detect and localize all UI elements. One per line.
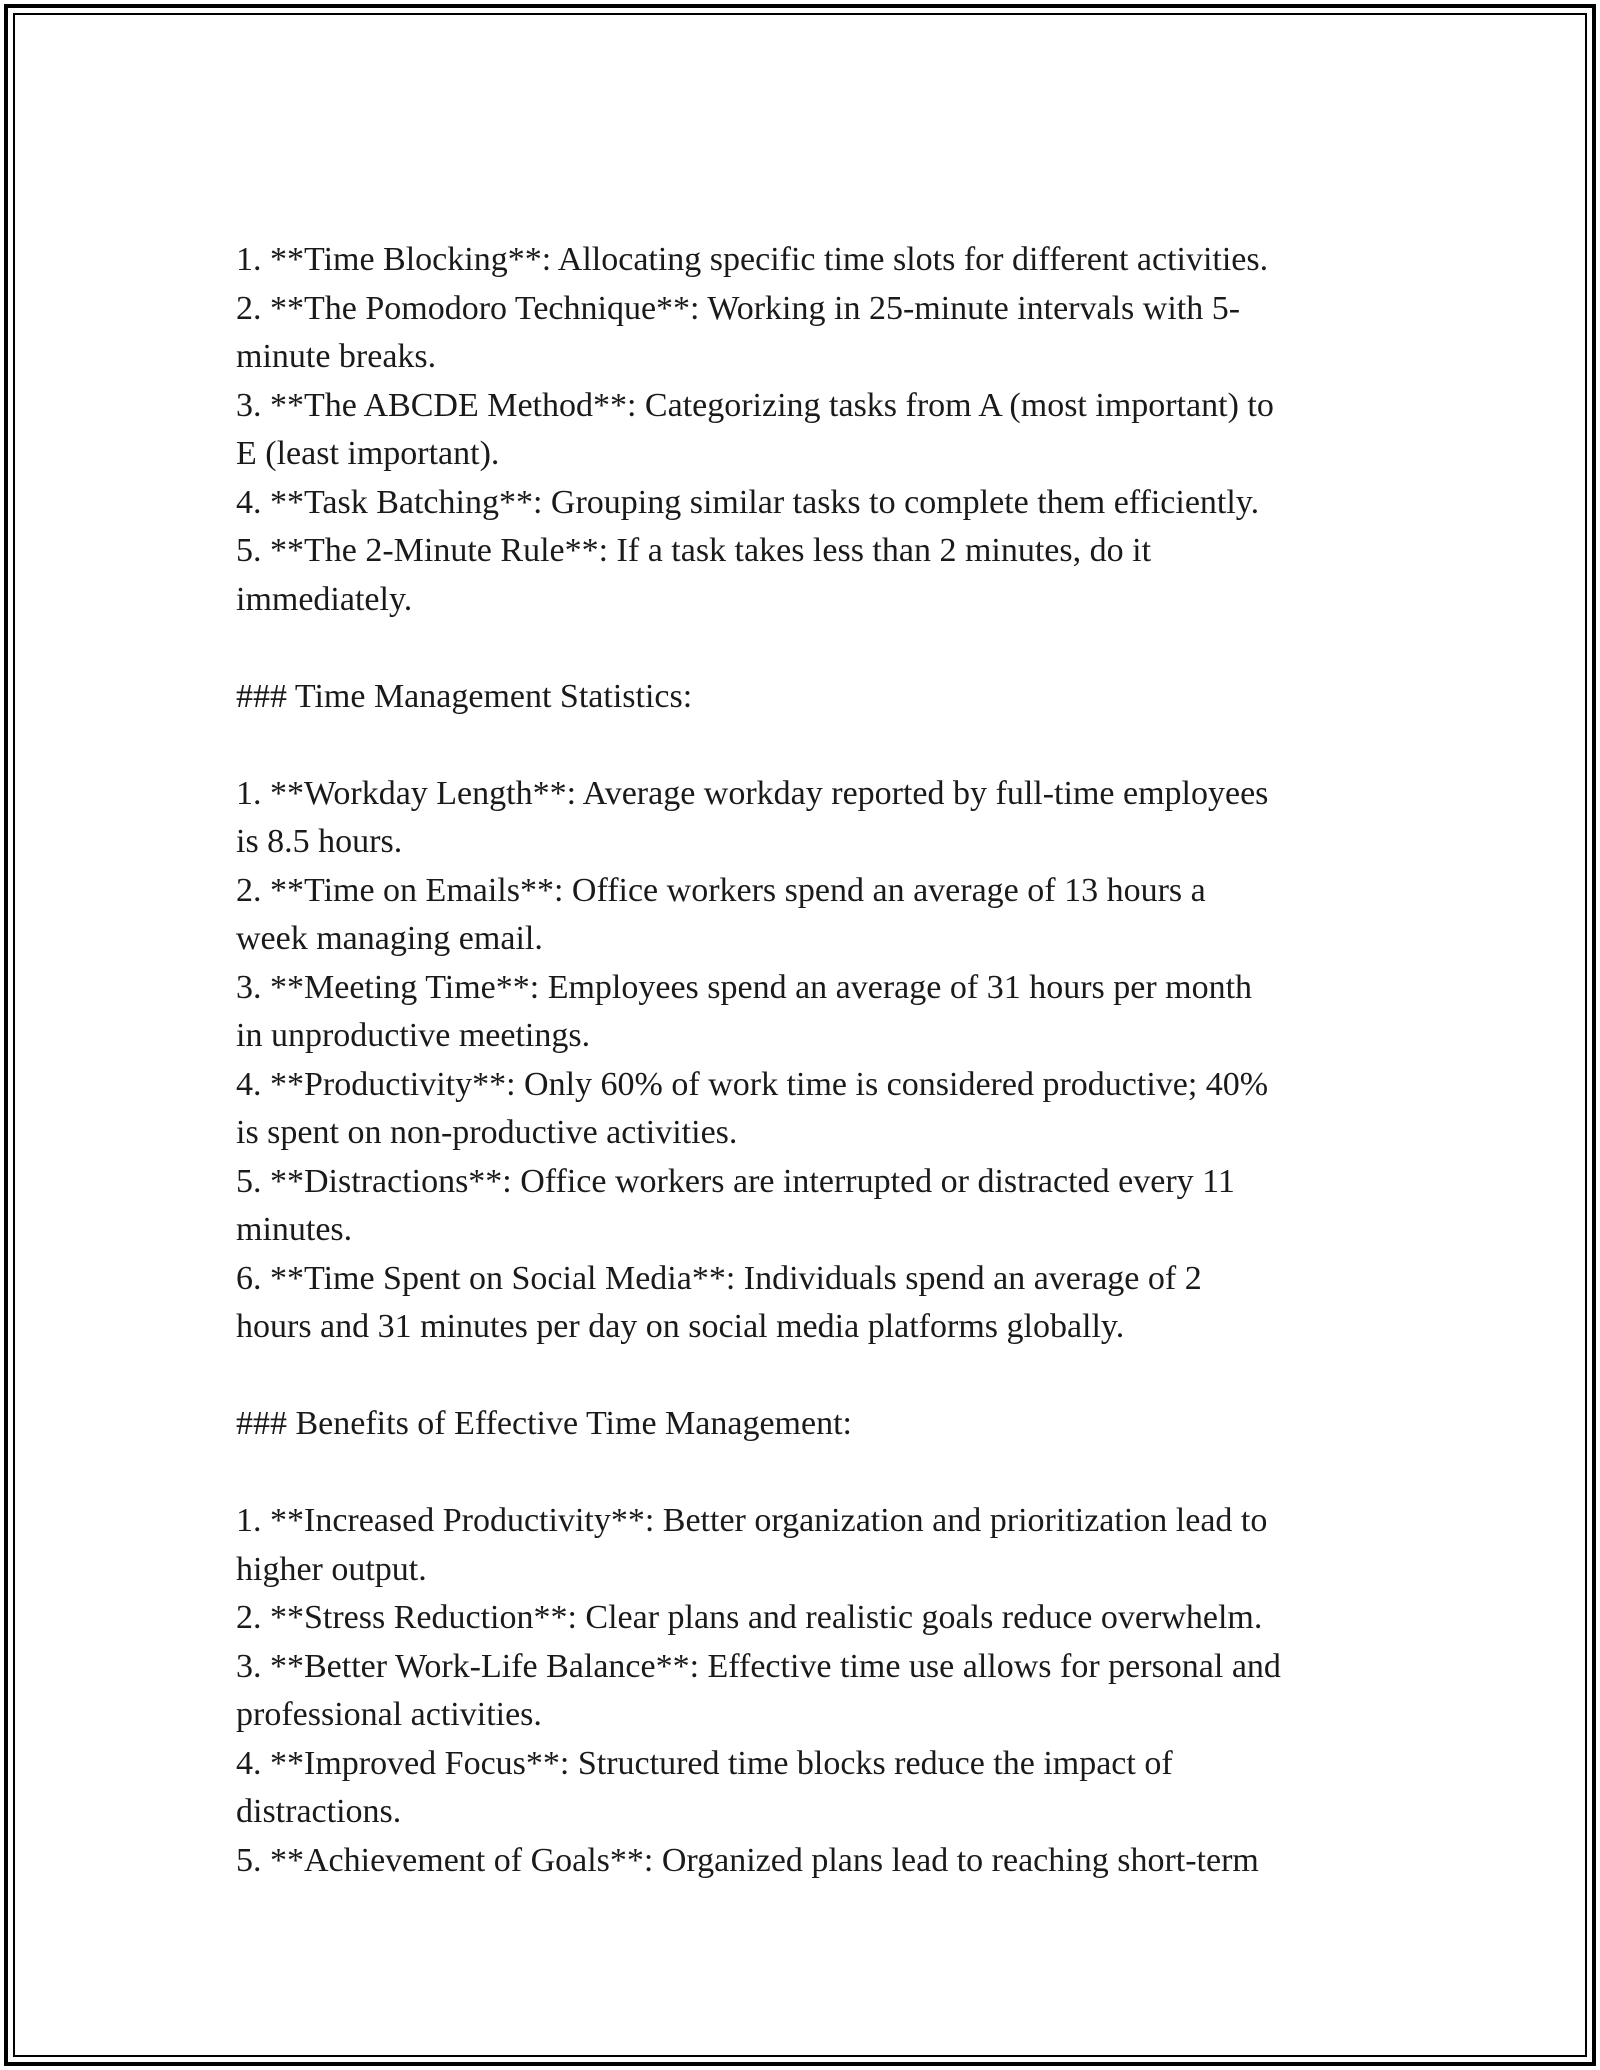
blank-line bbox=[236, 1352, 1366, 1401]
list-item bbox=[236, 1061, 1366, 1158]
text-line: minutes. bbox=[236, 1211, 353, 1248]
blank-line bbox=[236, 624, 1366, 673]
text-line: 2. **Stress Reduction**: Clear plans and realistic goals reduce overwhelm. bbox=[236, 1599, 1263, 1636]
text-line: 3. **The ABCDE Method**: Categorizing tasks from A (most important) to bbox=[236, 386, 1274, 424]
text-line: is 8.5 hours. bbox=[236, 823, 403, 860]
benefits-heading: ### Benefits of Effective Time Management: bbox=[236, 1405, 852, 1442]
blank-line bbox=[236, 721, 1366, 770]
list-item bbox=[236, 236, 1366, 285]
text-line: professional activities. bbox=[236, 1696, 542, 1733]
text-line: immediately. bbox=[236, 580, 413, 618]
text-line: E (least important). bbox=[236, 435, 500, 472]
text-line: 4. **Task Batching**: Grouping similar tasks to complete them efficiently. bbox=[236, 483, 1260, 521]
text-line: 1. **Increased Productivity**: Better organization and prioritization lead to bbox=[236, 1502, 1268, 1539]
list-item bbox=[236, 527, 1366, 624]
text-line: 5. **Distractions**: Office workers are interrupted or distracted every 11 bbox=[236, 1162, 1235, 1200]
text-line: hours and 31 minutes per day on social media platforms globally. bbox=[236, 1308, 1125, 1345]
list-item bbox=[236, 382, 1366, 479]
document-page bbox=[236, 236, 1366, 1885]
text-line: 6. **Time Spent on Social Media**: Individuals spend an average of 2 bbox=[236, 1259, 1202, 1297]
list-item bbox=[236, 1740, 1366, 1837]
text-line: 1. **Time Blocking**: Allocating specific time slots for different activities. bbox=[236, 241, 1269, 278]
text-line: 2. **The Pomodoro Technique**: Working in 25-minute intervals with 5- bbox=[236, 289, 1241, 327]
text-line: week managing email. bbox=[236, 920, 543, 957]
text-line: 5. **The 2-Minute Rule**: If a task takes less than 2 minutes, do it bbox=[236, 532, 1152, 569]
text-line: in unproductive meetings. bbox=[236, 1017, 591, 1054]
list-item bbox=[236, 770, 1366, 867]
list-item bbox=[236, 964, 1366, 1061]
techniques-list bbox=[236, 236, 1366, 624]
statistics-list bbox=[236, 770, 1366, 1352]
list-item bbox=[236, 1837, 1366, 1886]
text-line: higher output. bbox=[236, 1550, 427, 1588]
text-line: minute breaks. bbox=[236, 338, 437, 375]
text-line: 4. **Improved Focus**: Structured time blocks reduce the impact of bbox=[236, 1744, 1173, 1782]
text-line: 5. **Achievement of Goals**: Organized plans lead to reaching short-term bbox=[236, 1841, 1259, 1879]
benefits-list bbox=[236, 1497, 1366, 1885]
list-item bbox=[236, 867, 1366, 964]
list-item bbox=[236, 1594, 1366, 1643]
text-line: is spent on non-productive activities. bbox=[236, 1114, 738, 1151]
text-line: 3. **Meeting Time**: Employees spend an average of 31 hours per month bbox=[236, 968, 1253, 1006]
list-item bbox=[236, 1497, 1366, 1594]
text-line: 3. **Better Work-Life Balance**: Effective time use allows for personal and bbox=[236, 1647, 1281, 1685]
list-item bbox=[236, 1158, 1366, 1255]
text-line: distractions. bbox=[236, 1793, 402, 1830]
statistics-heading: ### Time Management Statistics: bbox=[236, 677, 693, 715]
text-line: 1. **Workday Length**: Average workday reported by full-time employees bbox=[236, 774, 1269, 812]
text-line: 4. **Productivity**: Only 60% of work time is considered productive; 40% bbox=[236, 1065, 1269, 1103]
blank-line bbox=[236, 1449, 1366, 1498]
list-item bbox=[236, 479, 1366, 528]
text-line: 2. **Time on Emails**: Office workers spend an average of 13 hours a bbox=[236, 871, 1206, 909]
list-item bbox=[236, 1643, 1366, 1740]
list-item bbox=[236, 1255, 1366, 1352]
list-item bbox=[236, 285, 1366, 382]
